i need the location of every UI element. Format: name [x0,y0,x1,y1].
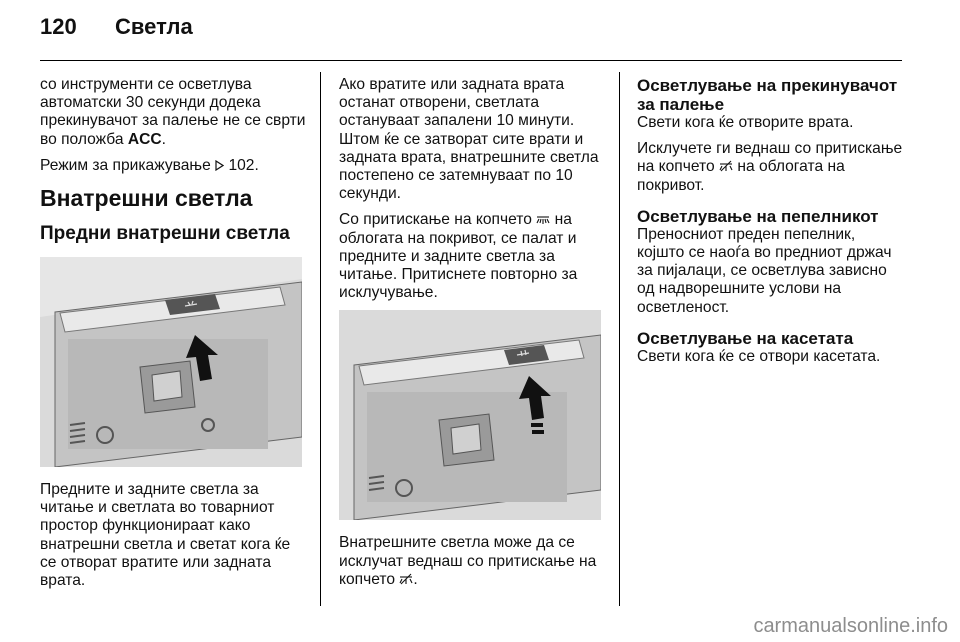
acc-label: ACC [127,130,162,148]
heading-cassette: Осветлување на касетата [637,328,854,348]
paragraph-ashtray: Преносниот преден пепелник, којшто се наоѓа во предниот држач за пијалаци, се осветлува зависно од надворешните услови на осветленост. [637,225,892,316]
text-span: Внатрешните светла може да се исклучат веднаш со притискање на копчето [339,534,597,588]
page-number: 120 [40,14,77,39]
roof-console-illustration-2 [339,310,601,520]
paragraph-doors-open: Ако вратите или задната врата останат отворени, светлата остануваат запалени 10 минути. Штом ќе се затворат сите врати и задната врата, внатрешните светла постепено се затемнуваат по 10 секунди. [339,76,599,203]
paragraph-display-mode [40,157,308,175]
column-divider-1 [320,72,321,606]
page-reference-arrow-icon [215,160,224,171]
interior-light-off-icon [399,573,413,585]
caption-lights-off [339,534,607,589]
text-span: Режим за прикажување [40,156,211,174]
paragraph-ignition-2 [637,140,905,195]
watermark: carmanualsonline.info [753,615,948,637]
column-2 [339,76,607,597]
page-title: Светла [115,14,193,39]
heading-front-interior-lights: Предни внатрешни светла [40,223,290,245]
page-reference-link[interactable]: 102. [228,156,259,174]
caption-front-lights: Предните и задните светла за читање и светлата во товарниот простор функционираат како внатрешни светла и светат кога ќе се отворат вратите или задната врата. [40,481,291,590]
column-1 [40,76,308,598]
figure-interior-lights-off [339,310,601,520]
heading-ashtray: Осветлување на пепелникот [637,206,879,226]
text-span: на облогата на покривот, се палат и предните и задните светла за читање. Притиснете повторно за исклучување. [339,211,578,302]
column-divider-2 [619,72,620,606]
paragraph-ignition-1: Свети кога ќе отворите врата. [637,114,854,131]
paragraph-acc [40,76,308,149]
roof-console-illustration [40,257,302,467]
text-span: Исклучете ги веднаш со притискање на копчето [637,140,903,176]
heading-interior-lights: Внатрешни светла [40,185,253,212]
text-span: на облогата на покривот. [637,158,845,194]
text-span: со инструменти се осветлува автоматски 30 секунди додека прекинувачот за палење не се сврти во положба [40,76,306,148]
interior-light-off-icon [719,160,733,172]
heading-ignition-switch: Осветлување на прекинувачот за палење [637,76,898,114]
text-span: . [161,130,166,148]
text-span: Со притискање на копчето [339,211,532,229]
interior-light-on-icon [536,213,550,225]
header-divider [40,60,902,61]
paragraph-button-reading [339,211,607,302]
column-3 [637,76,905,374]
figure-front-interior-lights [40,257,302,467]
paragraph-cassette: Свети кога ќе се отвори касетата. [637,347,881,365]
text-span: . [413,570,418,588]
